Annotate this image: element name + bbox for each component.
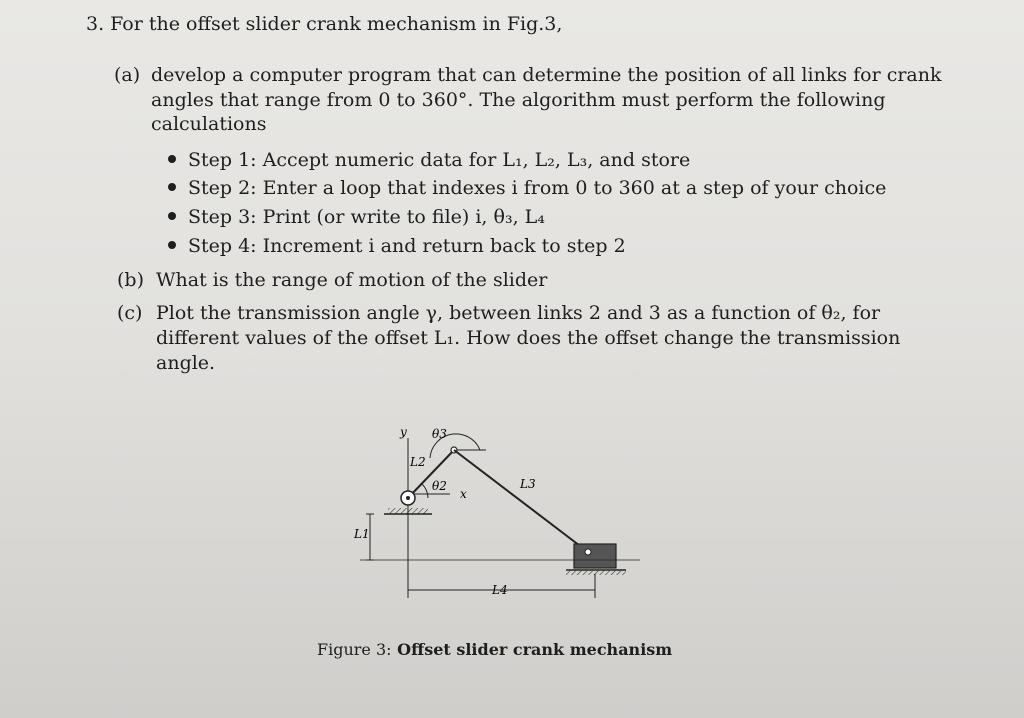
step-4-text: Step 4: Increment i and return back to step 2	[188, 235, 626, 257]
figure-caption-text: Offset slider crank mechanism	[397, 640, 673, 659]
bullet-icon	[168, 155, 176, 163]
step-1-text: Step 1: Accept numeric data for L₁, L₂, L₃, and store	[188, 149, 691, 171]
label-l4: L4	[492, 583, 508, 597]
label-theta2: θ2	[432, 479, 447, 493]
slider-pin	[585, 549, 591, 555]
label-theta3: θ3	[432, 427, 447, 441]
label-l1: L1	[354, 527, 370, 541]
label-x: x	[460, 487, 467, 501]
theta2-arc	[422, 484, 428, 498]
label-l2: L2	[410, 455, 426, 469]
part-c-line-1: Plot the transmission angle γ, between links 2 and 3 as a function of θ₂, for	[156, 302, 881, 324]
part-c-label: (c)	[117, 302, 143, 324]
part-c-line-3: angle.	[156, 352, 216, 374]
crank-pivot-pin	[406, 496, 410, 500]
label-y: y	[400, 425, 407, 439]
slider-crank-figure	[340, 410, 660, 620]
label-l3: L3	[520, 477, 536, 491]
connecting-rod-l3	[454, 450, 588, 552]
part-a-line-2: angles that range from 0 to 360°. The algorithm must perform the following	[151, 89, 886, 111]
part-b-label: (b)	[117, 269, 144, 291]
part-a-line-1: develop a computer program that can determine the position of all links for crank	[151, 64, 942, 86]
bullet-icon	[168, 241, 176, 249]
bullet-icon	[168, 212, 176, 220]
part-b-text: What is the range of motion of the slider	[156, 269, 548, 291]
step-3-text: Step 3: Print (or write to file) i, θ₃, L₄	[188, 206, 545, 228]
step-4	[168, 234, 626, 258]
figure-caption	[317, 638, 672, 662]
figure-number: Figure 3:	[317, 640, 392, 659]
step-2-text: Step 2: Enter a loop that indexes i from 0 to 360 at a step of your choice	[188, 177, 887, 199]
bullet-icon	[168, 183, 176, 191]
slider-ground-hatch	[566, 570, 626, 575]
part-a-label: (a)	[114, 64, 141, 86]
step-2	[168, 176, 886, 200]
slider-block	[574, 544, 616, 568]
step-1	[168, 148, 690, 172]
part-a-line-3: calculations	[151, 113, 267, 135]
question-title: 3. For the offset slider crank mechanism in Fig.3,	[86, 13, 563, 35]
crank-ground-hatch	[388, 508, 428, 514]
step-3	[168, 205, 545, 229]
part-c-line-2: different values of the offset L₁. How does the offset change the transmission	[156, 327, 901, 349]
